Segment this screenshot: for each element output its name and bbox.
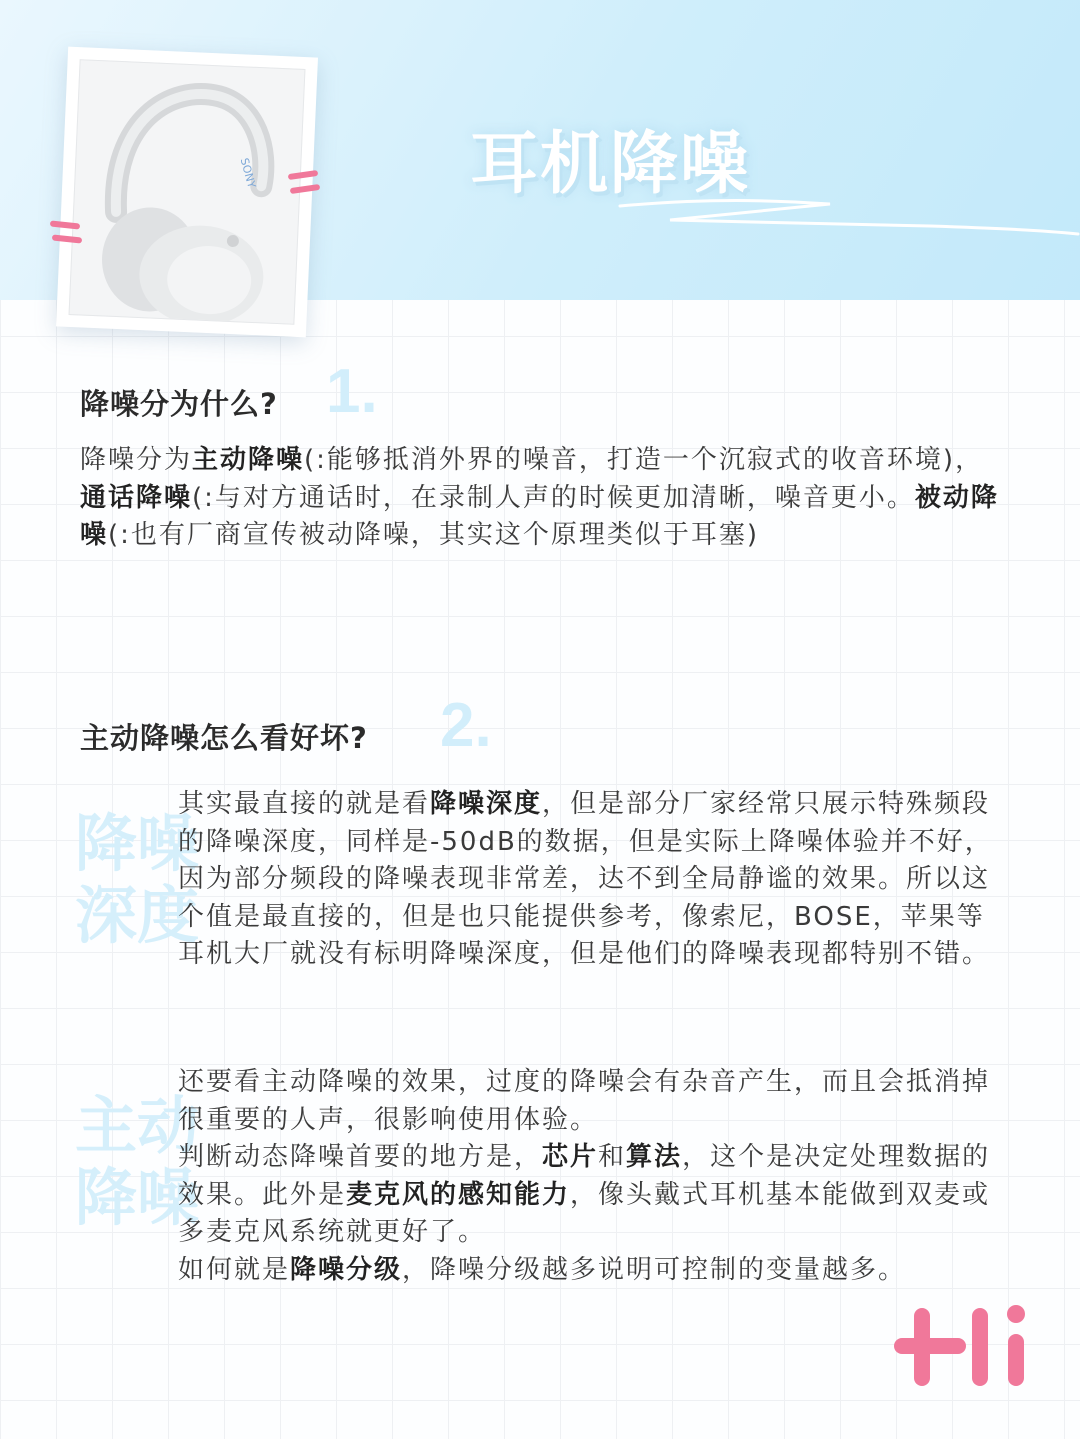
- body-text: ，但是部分厂家经常只展示特殊频段的降噪深度，同样是-50dB的数据，但是实际上降噪体验并不好，因为部分频段的降噪表现非常差，达不到全局静谧的效果。所以这个值是最直接的，但是也只能提供参考，像索尼，BOSE，苹果等耳机大厂就没有标明降噪深度，但是他们的降噪表现都特别不错。: [178, 789, 993, 969]
- emphasis-text: 芯片: [542, 1142, 599, 1172]
- body-text: ，这个是决定处理数据的效果。此外是: [178, 1142, 991, 1210]
- emphasis-text: 被动降噪: [80, 482, 999, 550]
- body-text: ，像头戴式耳机基本能做到双麦或多麦克风系统就更好了。: [178, 1179, 991, 1247]
- title-underline-swoosh: [600, 190, 1080, 250]
- body-text: 如何就是: [178, 1254, 291, 1285]
- body-text: 降噪分为: [80, 445, 193, 475]
- section-2-heading: 主动降噪怎么看好坏?: [80, 721, 368, 755]
- section-2-paragraph-effect: [178, 1064, 1004, 1289]
- side-tag-active: 主动降噪: [75, 1089, 200, 1234]
- body-text: 和: [598, 1142, 627, 1172]
- product-photo: [69, 59, 306, 325]
- emphasis-text: 麦克风的感知能力: [346, 1179, 571, 1210]
- emphasis-text: 通话降噪: [80, 482, 193, 513]
- emphasis-text: 降噪分级: [290, 1254, 403, 1285]
- product-photo-frame: [56, 47, 318, 338]
- body-text: (:与对方通话时，在录制人声的时候更加清晰，噪音更小。: [192, 482, 915, 513]
- pink-accent-marks-left: [48, 220, 88, 250]
- body-text: (:也有厂商宣传被动降噪，其实这个原理类似于耳塞): [108, 520, 760, 550]
- section-2-number: 2.: [440, 691, 492, 760]
- body-text: 判断动态降噪首要的地方是，: [178, 1142, 543, 1172]
- section-1-heading: 降噪分为什么?: [80, 387, 278, 421]
- emphasis-text: 降噪深度: [430, 789, 543, 819]
- section-2-paragraph-depth: [178, 786, 1004, 974]
- pink-accent-marks-right: [286, 170, 326, 200]
- page-title: 耳机降噪: [470, 125, 751, 204]
- body-text: (:能够抵消外界的噪音，打造一个沉寂式的收音环境)，: [304, 445, 984, 475]
- body-text: 还要看主动降噪的效果，过度的降噪会有杂音产生，而且会抵消掉很重要的人声，很影响使用体验。: [178, 1067, 991, 1135]
- emphasis-text: 主动降噪: [192, 445, 305, 475]
- section-1-paragraph: [80, 442, 1005, 555]
- side-tag-depth: 降噪深度: [75, 807, 200, 952]
- emphasis-text: 算法: [626, 1142, 683, 1172]
- body-text: ，降噪分级越多说明可控制的变量越多。: [402, 1254, 907, 1285]
- headphones-icon: [70, 60, 305, 324]
- body-text: 其实最直接的就是看: [178, 789, 431, 819]
- hi-decoration-mark: [892, 1300, 1042, 1400]
- brand-label: SONY: [237, 156, 259, 190]
- section-1-number: 1.: [326, 357, 378, 426]
